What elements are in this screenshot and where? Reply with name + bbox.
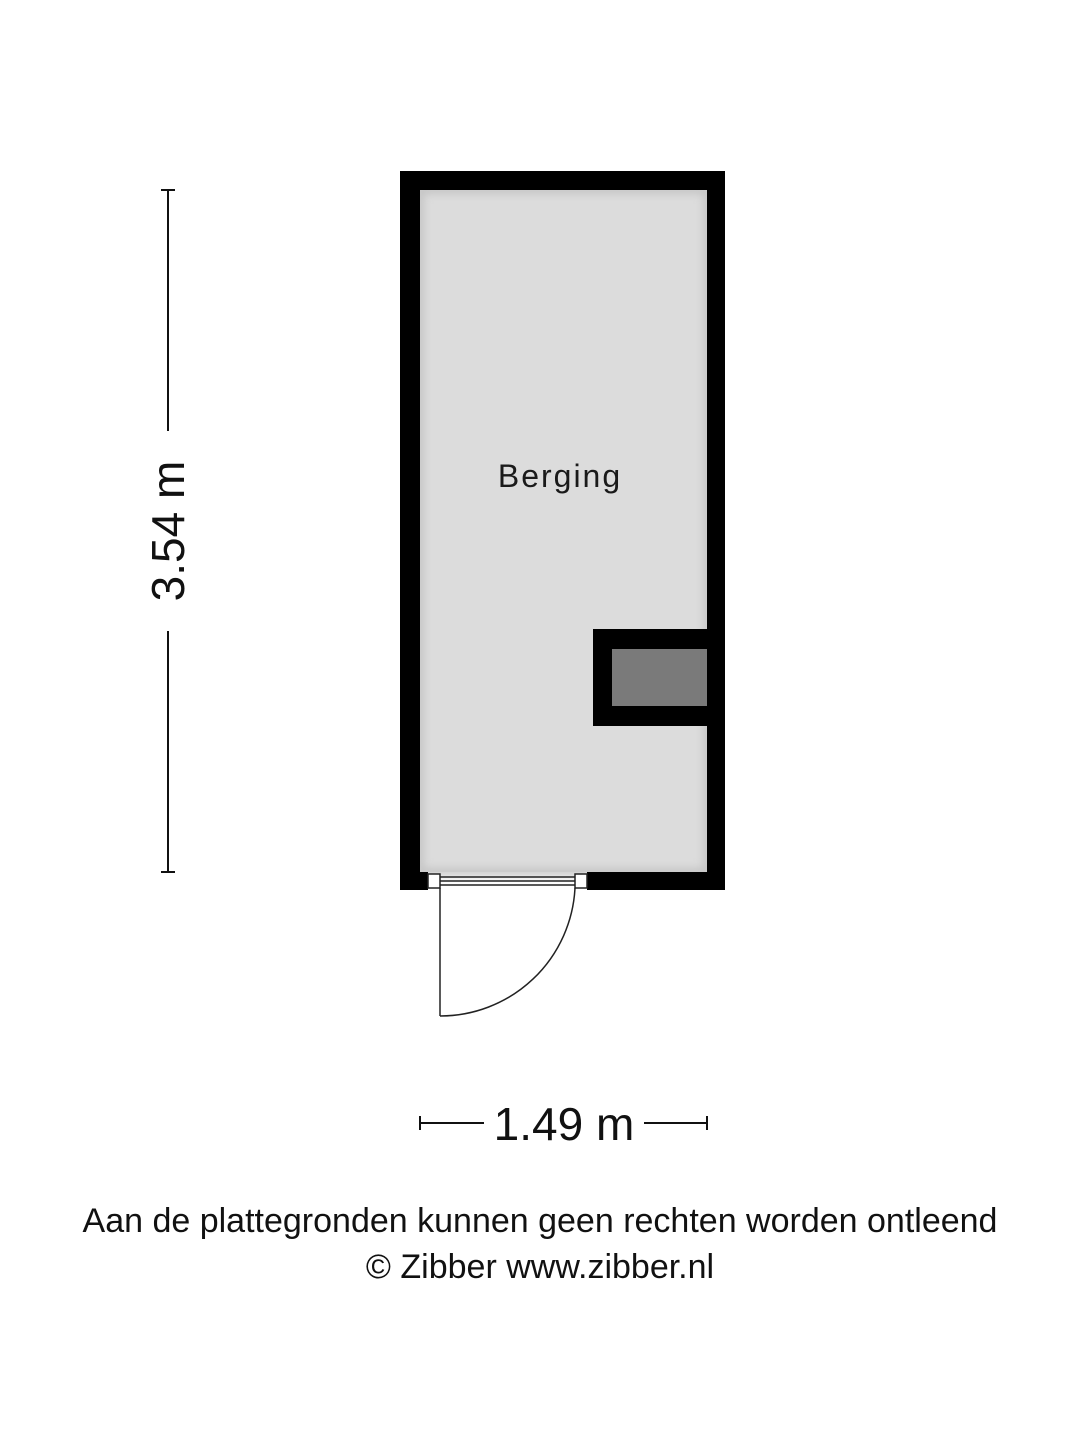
room-floor	[420, 190, 707, 872]
footer	[0, 1198, 1080, 1290]
door-frame	[428, 874, 587, 888]
width-dimension-label: 1.49 m	[484, 1096, 644, 1152]
height-dimension-label: 3.54 m	[138, 431, 198, 631]
door-swing	[440, 888, 575, 1016]
disclaimer-text: Aan de plattegronden kunnen geen rechten worden ontleend	[82, 1202, 998, 1240]
room-label: Berging	[497, 458, 623, 494]
credit-text: © Zibber www.zibber.nl	[365, 1248, 715, 1286]
niche	[593, 629, 707, 726]
